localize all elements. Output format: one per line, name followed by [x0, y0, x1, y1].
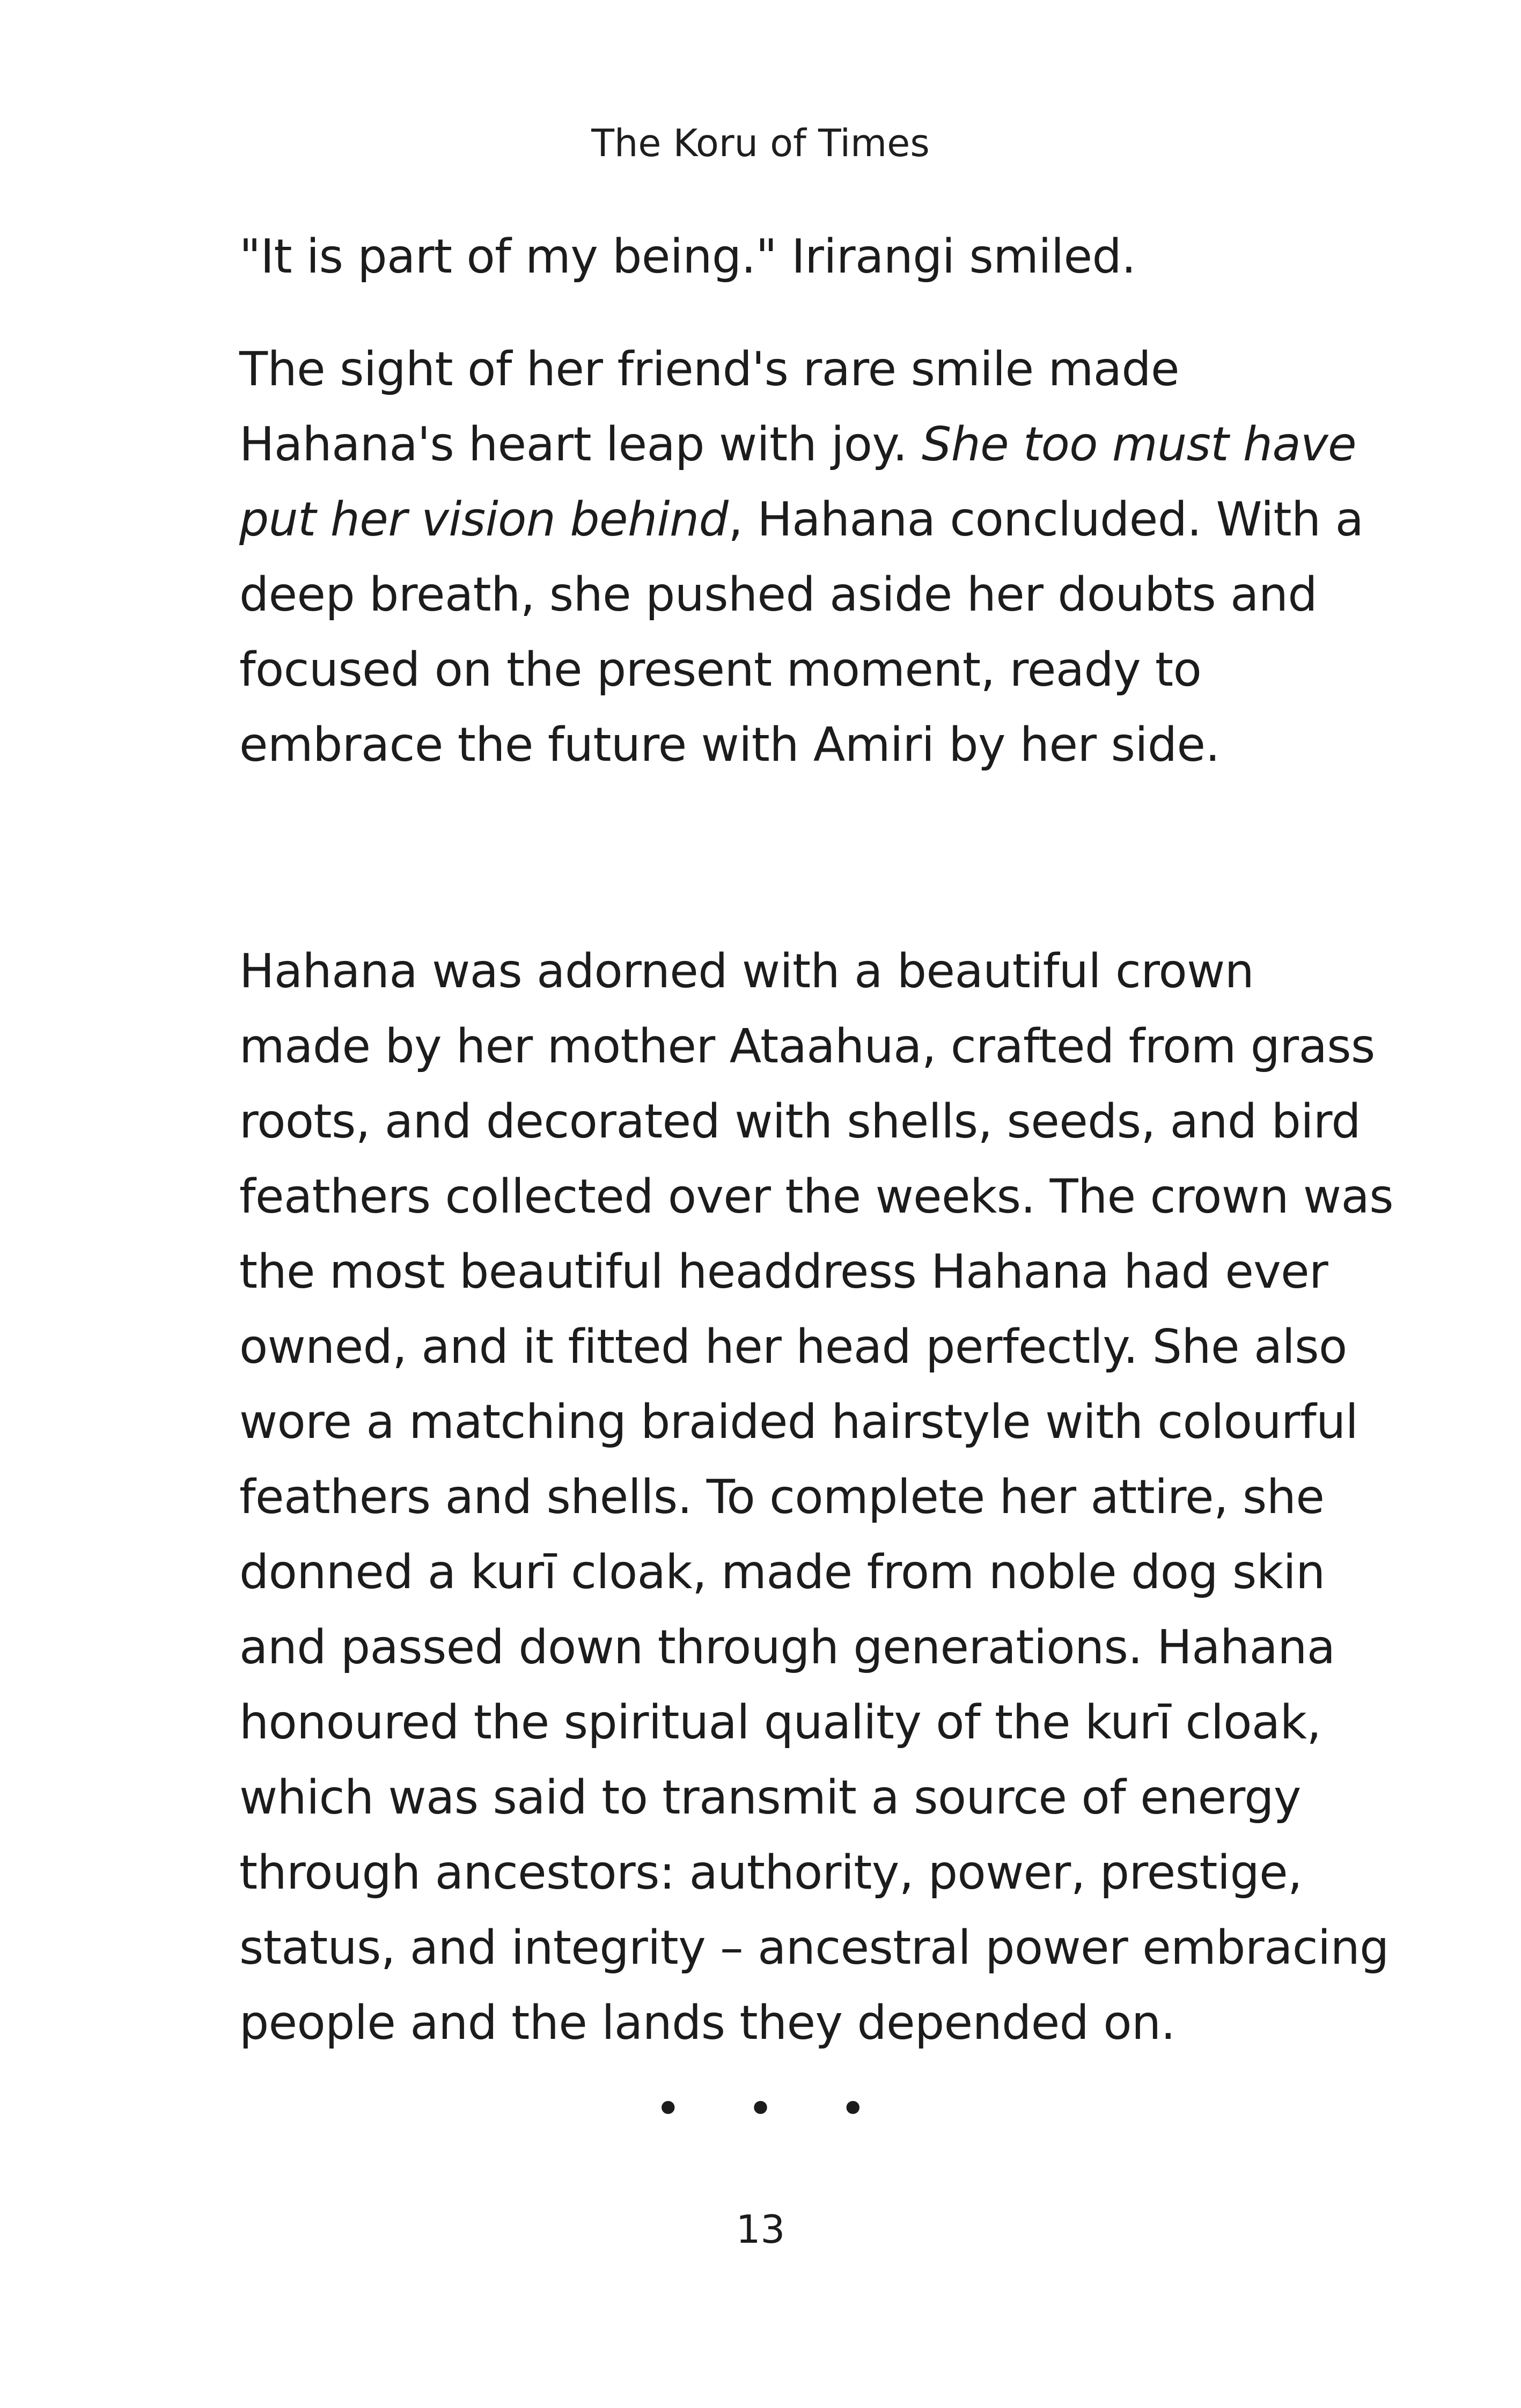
text-line: deep breath, she pushed aside her doubts and — [239, 567, 1318, 622]
text-run: Hahana's heart leap with joy. — [239, 417, 922, 472]
text-line — [239, 482, 1364, 557]
text-line: the most beautiful headdress Hahana had ever — [239, 1244, 1328, 1299]
page-number: 13 — [736, 2207, 785, 2252]
text-line: "It is part of my being." Irirangi smiled. — [239, 229, 1136, 284]
text-line: status, and integrity – ancestral power embracing — [239, 1920, 1389, 1975]
paragraph-crown — [239, 934, 1393, 2060]
paragraph-smile — [239, 332, 1364, 782]
text-line: made by her mother Ataahua, crafted from grass — [239, 1019, 1375, 1074]
text-line: which was said to transmit a source of energy — [239, 1770, 1301, 1825]
running-head: The Koru of Times — [591, 121, 930, 165]
text-line: The sight of her friend's rare smile made — [239, 342, 1179, 397]
text-line: feathers and shells. To complete her attire, she — [239, 1470, 1325, 1524]
text-line: through ancestors: authority, power, prestige, — [239, 1845, 1303, 1900]
italic-thought: put her vision behind — [239, 492, 729, 547]
text-line — [239, 407, 1355, 482]
text-line: Hahana was adorned with a beautiful crown — [239, 944, 1254, 999]
text-line: people and the lands they depended on. — [239, 1995, 1175, 2050]
text-line: honoured the spiritual quality of the kurī cloak, — [239, 1695, 1321, 1750]
text-run: , Hahana concluded. With a — [728, 492, 1364, 547]
text-line: embrace the future with Amiri by her side. — [239, 717, 1220, 772]
text-line: and passed down through generations. Hahana — [239, 1620, 1335, 1675]
text-line: feathers collected over the weeks. The crown was — [239, 1169, 1393, 1224]
italic-thought: She too must have — [921, 417, 1356, 472]
section-break-dots: • • • — [655, 2082, 892, 2135]
text-line: donned a kurī cloak, made from noble dog skin — [239, 1545, 1325, 1599]
text-line: wore a matching braided hairstyle with colourful — [239, 1394, 1358, 1449]
paragraph-dialogue — [239, 219, 1355, 294]
text-line: focused on the present moment, ready to — [239, 642, 1202, 697]
text-line: roots, and decorated with shells, seeds, and bird — [239, 1094, 1361, 1149]
text-line: owned, and it fitted her head perfectly. She also — [239, 1319, 1347, 1374]
